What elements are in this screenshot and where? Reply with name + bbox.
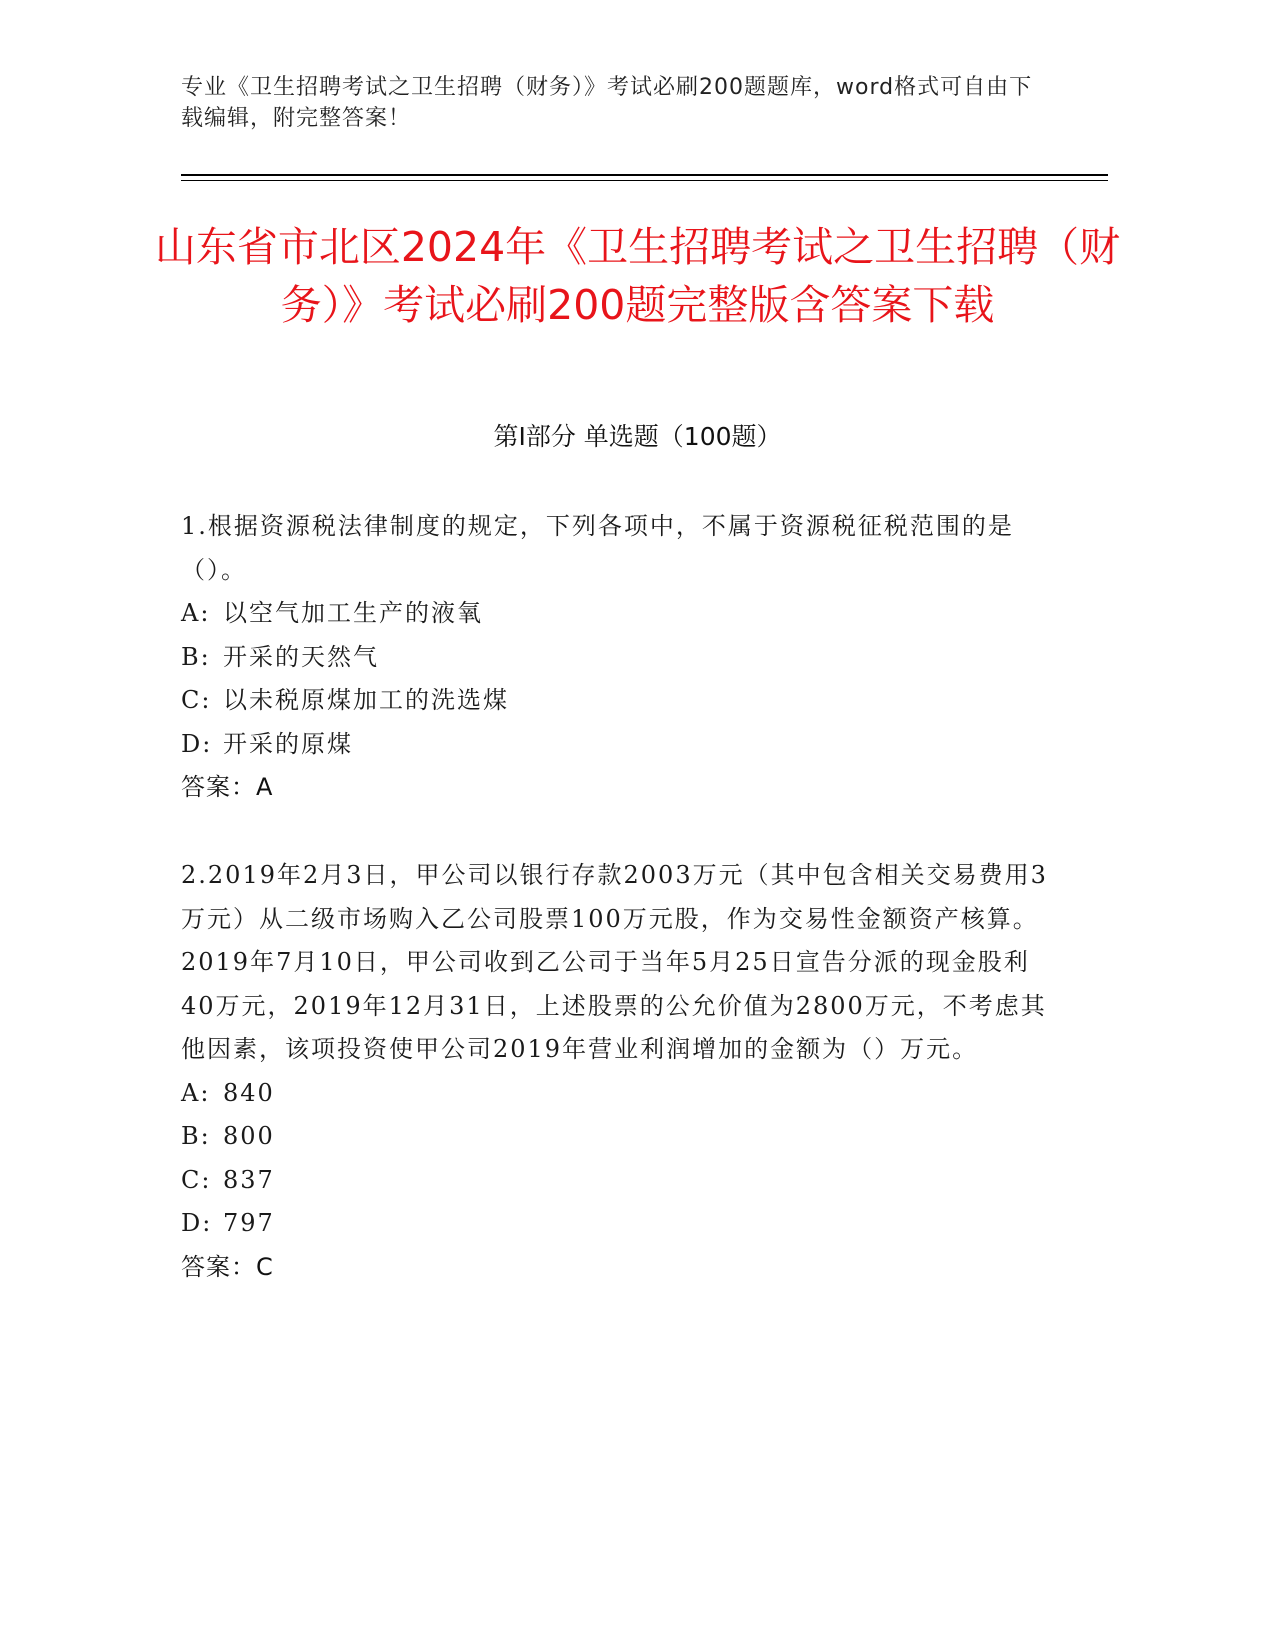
- answer: 答案：A: [181, 773, 274, 801]
- option-text: 797: [223, 1209, 275, 1237]
- option-key: C:: [181, 1165, 212, 1194]
- header-note: 专业《卫生招聘考试之卫生招聘（财务）》考试必刷200题题库，word格式可自由下载编辑，附完整答案！: [181, 75, 1033, 131]
- option-text: 800: [223, 1122, 275, 1150]
- question-1: [181, 505, 1051, 810]
- option-key: B:: [181, 1122, 211, 1150]
- option-key: B:: [181, 642, 211, 671]
- option-key: A:: [181, 1078, 211, 1107]
- question-stem: 1.根据资源税法律制度的规定，下列各项中，不属于资源税征税范围的是（）。: [181, 512, 1014, 584]
- header-rule-thick: [181, 174, 1108, 176]
- option-key: A:: [181, 599, 211, 627]
- option-key: D:: [181, 1209, 213, 1237]
- option-c: [181, 679, 1051, 723]
- header-rule-thin: [181, 180, 1108, 181]
- section-title: 第I部分 单选题（100题）: [493, 422, 782, 451]
- answer: 答案：C: [181, 1252, 274, 1281]
- option-b: [181, 636, 1051, 680]
- option-text: 以空气加工生产的液氧: [223, 599, 483, 627]
- option-b: [181, 1115, 1051, 1159]
- option-d: [181, 1202, 1051, 1246]
- option-a: [181, 1072, 1051, 1116]
- question-2: [181, 854, 1051, 1289]
- option-text: 开采的原煤: [223, 729, 353, 758]
- option-c: [181, 1159, 1051, 1203]
- option-text: 以未税原煤加工的洗选煤: [223, 686, 509, 714]
- option-text: 837: [223, 1165, 275, 1194]
- question-stem: 2.2019年2月3日，甲公司以银行存款2003万元（其中包含相关交易费用3万元）从二级市场购入乙公司股票100万元股，作为交易性金额资产核算。2019年7月10日，甲公司收到乙公司于当年5月25日宣告分派的现金股利40万元，2019年12月31日，上述股票的公允价值为2800万元，不考虑其他因素，该项投资使甲公司2019年营业利润增加的金额为（）万元。: [181, 861, 1048, 1063]
- option-a: [181, 592, 1051, 636]
- option-key: D:: [181, 729, 213, 758]
- option-text: 开采的天然气: [223, 642, 379, 671]
- option-key: C:: [181, 686, 212, 714]
- option-text: 840: [223, 1078, 275, 1107]
- option-d: [181, 723, 1051, 767]
- document-title: 山东省市北区2024年《卫生招聘考试之卫生招聘（财务）》考试必刷200题完整版含答案下载: [154, 223, 1121, 329]
